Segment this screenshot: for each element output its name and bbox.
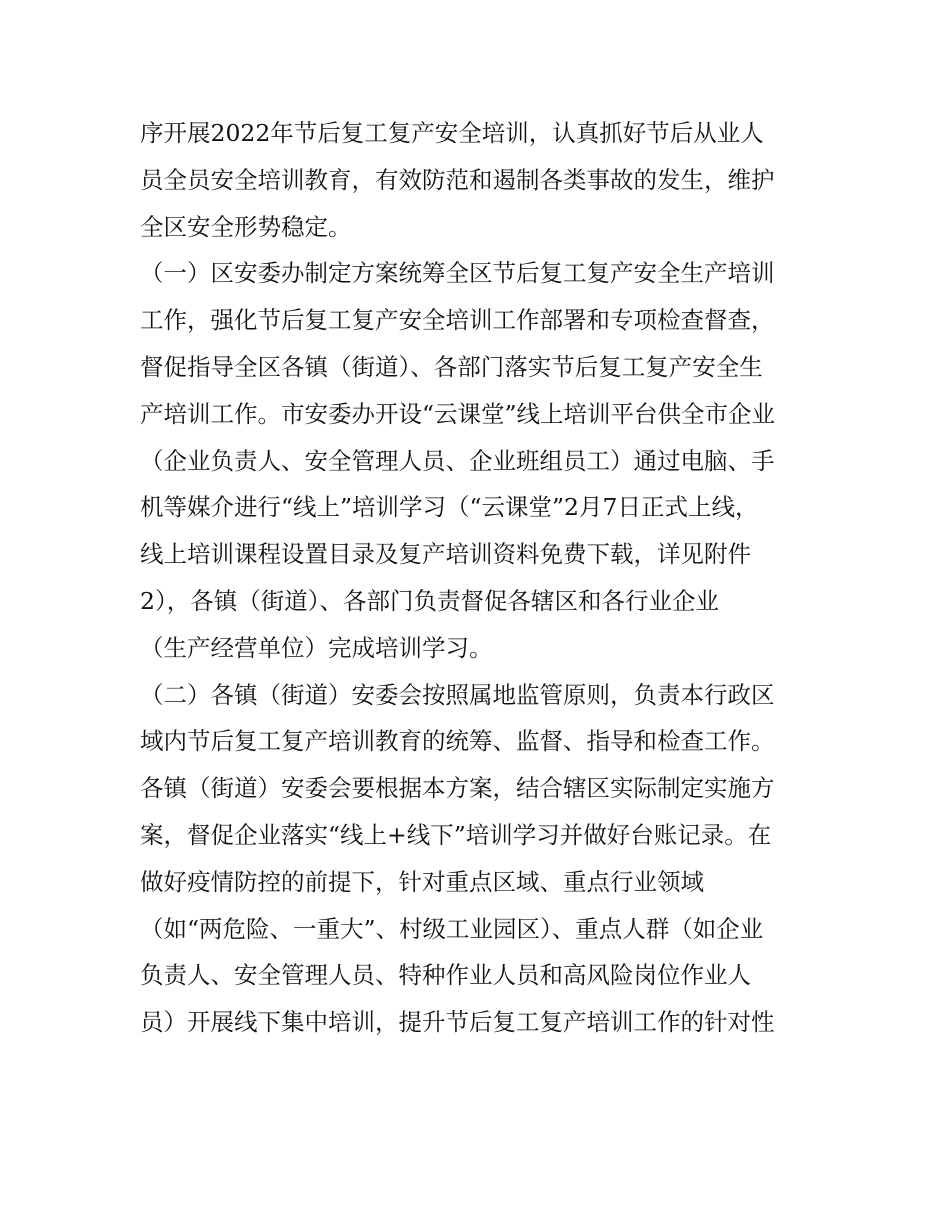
- text-line: 各镇（街道）安委会要根据本方案，结合辖区实际制定实施方: [140, 774, 775, 803]
- text-line: 员全员安全培训教育，有效防范和遏制各类事故的发生，维护: [140, 165, 775, 194]
- text-line: 工作，强化节后复工复产安全培训工作部署和专项检查督查，: [140, 306, 775, 335]
- body-text: [140, 110, 820, 1046]
- text-line: 负责人、安全管理人员、特种作业人员和高风险岗位作业人: [140, 961, 751, 990]
- text-line: 机等媒介进行“线上”培训学习（“云课堂”2月7日正式上线，: [140, 493, 759, 522]
- text-line: 员）开展线下集中培训，提升节后复工复产培训工作的针对性: [140, 1008, 775, 1037]
- text-line: 做好疫情防控的前提下，针对重点区域、重点行业领域: [140, 867, 704, 896]
- text-line: 域内节后复工复产培训教育的统筹、监督、指导和检查工作。: [140, 727, 775, 756]
- text-line: （企业负责人、安全管理人员、企业班组员工）通过电脑、手: [140, 446, 775, 475]
- text-line: （一）区安委办制定方案统筹全区节后复工复产安全生产培训: [140, 259, 775, 288]
- text-line: （生产经营单位）完成培训学习。: [140, 633, 493, 662]
- text-line: 线上培训课程设置目录及复产培训资料免费下载，详见附件: [140, 540, 751, 569]
- text-line: （如“两危险、一重大”、村级工业园区）、重点人群（如企业: [140, 914, 764, 943]
- text-line: 督促指导全区各镇（街道）、各部门落实节后复工复产安全生: [140, 352, 763, 381]
- text-line: 2），各镇（街道）、各部门负责督促各辖区和各行业企业: [140, 586, 719, 615]
- text-line: 全区安全形势稳定。: [140, 212, 352, 241]
- text-line: 案，督促企业落实“线上+线下”培训学习并做好台账记录。在: [140, 820, 772, 849]
- text-line: （二）各镇（街道）安委会按照属地监管原则，负责本行政区: [140, 680, 775, 709]
- text-line: 产培训工作。市安委办开设“云课堂”线上培训平台供全市企业: [140, 399, 776, 428]
- text-line: 序开展2022年节后复工复产安全培训，认真抓好节后从业人: [140, 119, 764, 147]
